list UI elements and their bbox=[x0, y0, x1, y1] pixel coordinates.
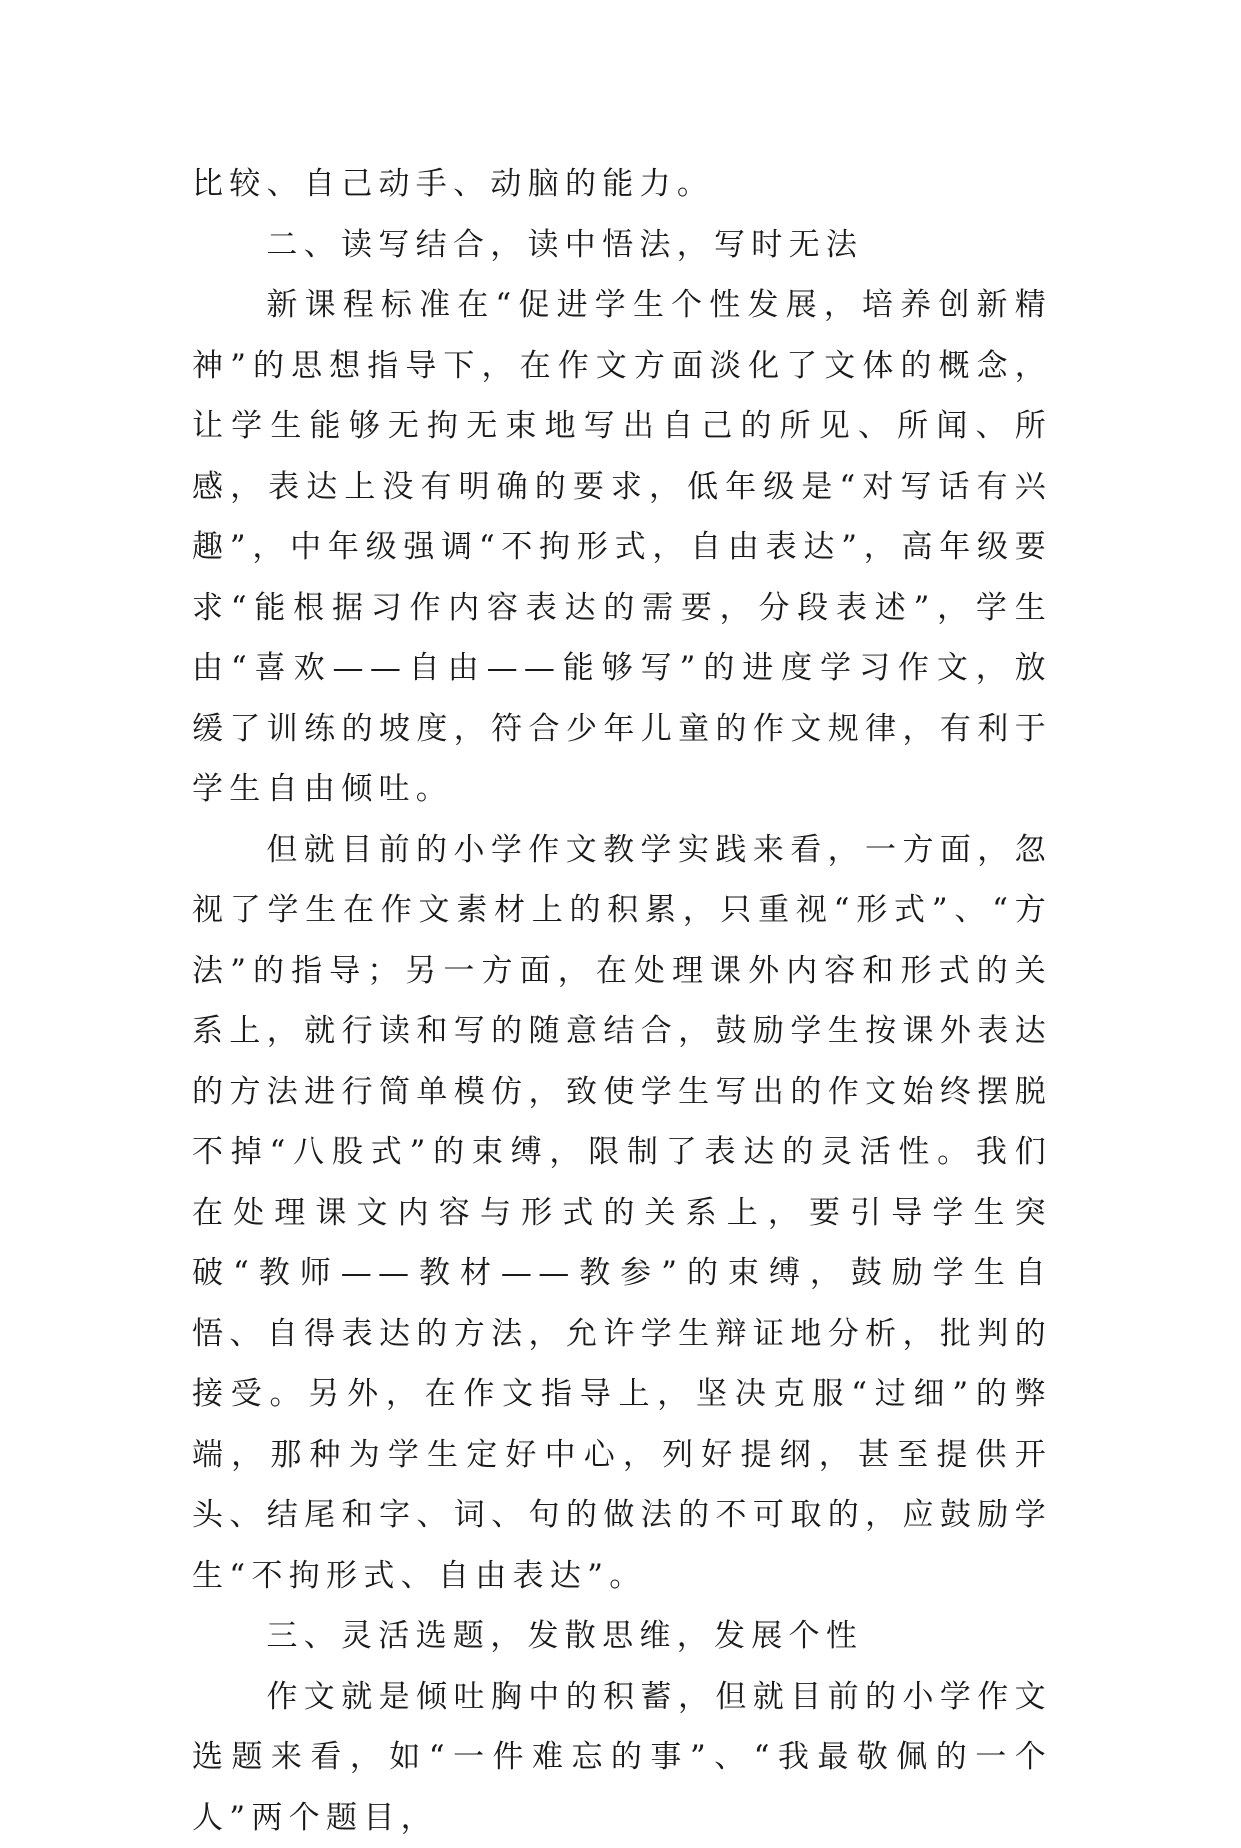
paragraph-body: 作文就是倾吐胸中的积蓄，但就目前的小学作文选题来看，如“一件难忘的事”、“我最敬佩的一个人”两个题目， bbox=[192, 1667, 1052, 1848]
paragraph-body: 新课程标准在“促进学生个性发展，培养创新精神”的思想指导下，在作文方面淡化了文体的概念，让学生能够无拘无束地写出自己的所见、所闻、所感，表达上没有明确的要求，低年级是“对写话有兴趣”，中年级强调“不拘形式，自由表达”，高年级要求“能根据习作内容表达的需要，分段表述”，学生由“喜欢——自由——能够写”的进度学习作文，放缓了训练的坡度，符合少年儿童的作文规律，有利于学生自由倾吐。 bbox=[192, 275, 1052, 820]
paragraph-continuation: 比较、自己动手、动脑的能力。 bbox=[192, 154, 1052, 215]
section-heading-3: 三、灵活选题，发散思维，发展个性 bbox=[192, 1606, 1052, 1667]
section-heading-2: 二、读写结合，读中悟法，写时无法 bbox=[192, 215, 1052, 276]
document-body bbox=[192, 154, 1052, 1848]
paragraph-body: 但就目前的小学作文教学实践来看，一方面，忽视了学生在作文素材上的积累，只重视“形式”、“方法”的指导；另一方面，在处理课外内容和形式的关系上，就行读和写的随意结合，鼓励学生按课外表达的方法进行简单模仿，致使学生写出的作文始终摆脱不掉“八股式”的束缚，限制了表达的灵活性。我们在处理课文内容与形式的关系上，要引导学生突破“教师——教材——教参”的束缚，鼓励学生自悟、自得表达的方法，允许学生辩证地分析，批判的接受。另外，在作文指导上，坚决克服“过细”的弊端，那种为学生定好中心，列好提纲，甚至提供开头、结尾和字、词、句的做法的不可取的，应鼓励学生“不拘形式、自由表达”。 bbox=[192, 820, 1052, 1607]
